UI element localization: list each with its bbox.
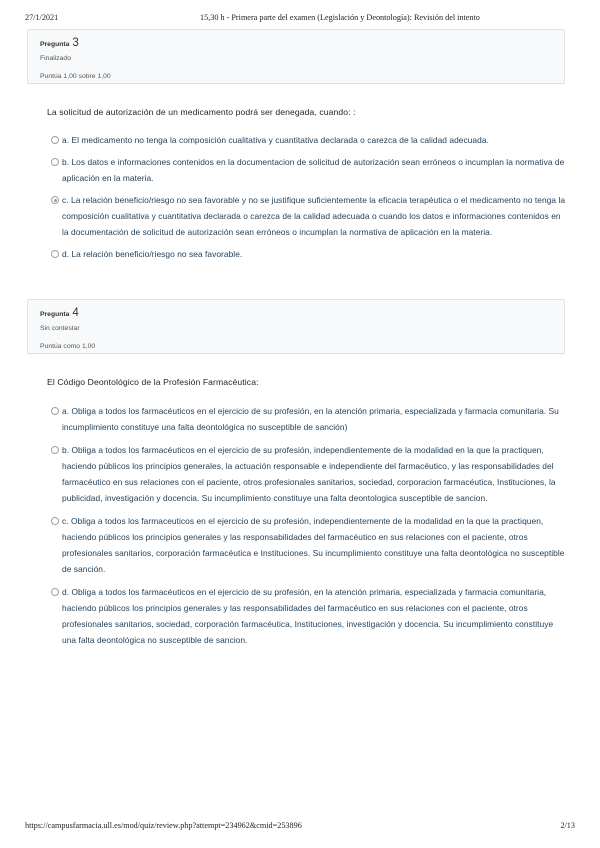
question-4-answers [51, 403, 566, 648]
question-number [40, 306, 552, 321]
question-grade: Puntúa 1,00 sobre 1,00 [40, 73, 111, 80]
print-url: https://campusfarmacia.ull.es/mod/quiz/review.php?attempt=234962&cmid=253896 [25, 821, 302, 830]
answer-option[interactable] [51, 584, 566, 648]
answer-text: a. El medicamento no tenga la composición cualitativa y cuantitativa declarada o carezca de la calidad adecuada. [62, 135, 489, 145]
answer-text: b. Obliga a todos los farmacéuticos en el ejercicio de su profesión, independientemente de la modalidad en la que la practiquen, haciendo públicos los principios generales, la actuación responsable e independiente del farmacéutico, y las responsabilidades del farmacéutico en sus relaciones con el paciente, otros profesionales sanitarios, sociedad, corporacion farmacéutica, Instituciones, la publicidad, investigación y docencia. Su incumplimiento constituye una falta deontologica susceptible de sancion. [62, 445, 556, 503]
question-label: Pregunta [40, 41, 70, 48]
page-number: 2/13 [560, 821, 575, 830]
radio-button[interactable] [51, 588, 59, 596]
question-4-info [27, 299, 565, 354]
question-label: Pregunta [40, 311, 70, 318]
radio-button[interactable] [51, 250, 59, 258]
answer-text: d. La relación beneficio/riesgo no sea favorable. [62, 249, 243, 259]
question-state: Finalizado [40, 55, 71, 62]
radio-button[interactable] [51, 407, 59, 415]
radio-button[interactable] [51, 446, 59, 454]
question-4-text: El Código Deontológico de la Profesión Farmacéutica: [47, 377, 259, 387]
question-number-value: 4 [72, 307, 79, 319]
question-grade: Puntúa como 1,00 [40, 343, 96, 350]
question-state: Sin contestar [40, 325, 80, 332]
answer-text: a. Obliga a todos los farmacéuticos en el ejercicio de su profesión, en la atención primaria, especializada y farmacia comunitaria. Su incumplimiento constituye una falta deontológica no susceptible de sanción) [62, 406, 559, 432]
question-number-value: 3 [72, 37, 79, 49]
question-3-answers [51, 132, 566, 262]
answer-text: b. Los datos e informaciones contenidos en la documentacion de solicitud de autorización sean erróneos o incumplan la normativa de aplicación en la materia. [62, 157, 565, 183]
answer-text: d. Obliga a todos los farmacéuticos en el ejercicio de su profesión, en la atención primaria, especializada y farmacia comunitaria, haciendo públicos los principios generales y las responsabilidades del farmacéutico en sus relaciones con el paciente, otros profesionales sanitarios, sociedad, corporación farmacéutica, Instituciones, investigación y docencia. Su incumplimiento constituye una falta deontológica no susceptible de sancion. [62, 587, 554, 645]
radio-button[interactable] [51, 517, 59, 525]
answer-option-selected[interactable] [51, 192, 566, 240]
print-date: 27/1/2021 [25, 13, 59, 22]
answer-option[interactable] [51, 246, 566, 262]
question-3-text: La solicitud de autorización de un medicamento podrá ser denegada, cuando: : [47, 107, 356, 117]
radio-button[interactable] [51, 158, 59, 166]
radio-button[interactable] [51, 136, 59, 144]
answer-option[interactable] [51, 154, 566, 186]
answer-text: c. Obliga a todos los farmaceuticos en el ejercicio de su profesión, independientemente de la modalidad en la que la practiquen, haciendo públicos los principios generales y las responsabilidades del farmacéutico en sus relaciones con el paciente, otros profesionales sanitarios, corporación farmacéutica e Instituciones. Su incumplimiento constituye una falta deontológica no susceptible de sanción. [62, 516, 565, 574]
answer-text: c. La relación beneficio/riesgo no sea favorable y no se justifique suficientemente la eficacia terapéutica o el medicamento no tenga la composición cualitativa y cuantitativa declarada o carezca de la calidad adecuada o cuando los datos e informaciones contenidos en la documentación de solicitud de autorización sean erróneos o incumplan la normativa de aplicación en la materia. [62, 195, 566, 237]
question-3-info [27, 29, 565, 84]
answer-option[interactable] [51, 442, 566, 506]
answer-option[interactable] [51, 132, 566, 148]
print-footer [25, 821, 575, 833]
answer-option[interactable] [51, 513, 566, 577]
question-number [40, 36, 552, 51]
print-header [25, 13, 575, 25]
answer-option[interactable] [51, 403, 566, 435]
print-page-title: 15,30 h - Primera parte del examen (Legislación y Deontología): Revisión del intento [200, 13, 480, 22]
radio-button-checked[interactable] [51, 196, 59, 204]
